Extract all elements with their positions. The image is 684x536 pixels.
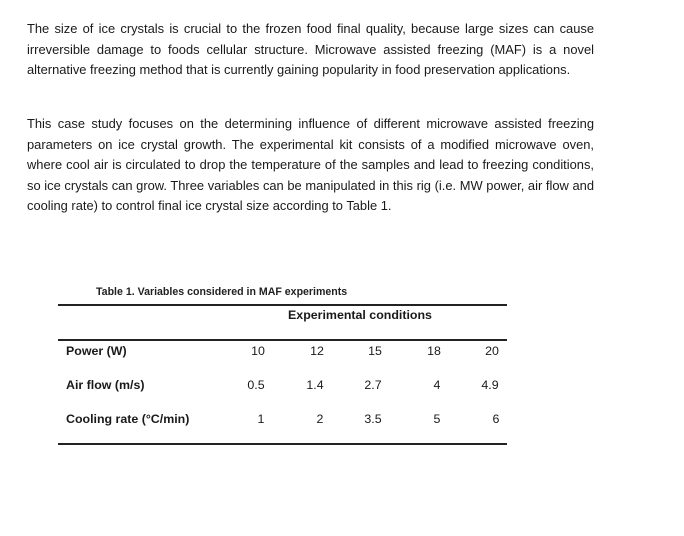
intro-paragraph: The size of ice crystals is crucial to the frozen food final quality, because large sizes can cause irreversible damage to foods cellular structure. Microwave assisted freezing (MAF) is a novel alternative freezing method that is currently gaining popularity in food preservation applications. <box>27 21 594 78</box>
table-cell: 1 <box>257 412 265 426</box>
table-cell: 2 <box>316 412 324 426</box>
table-cell: 10 <box>251 344 265 358</box>
table-header-rule <box>58 339 507 341</box>
row-label-power: Power (W) <box>66 344 127 358</box>
row-label-cooling-rate: Cooling rate (°C/min) <box>66 412 190 426</box>
table-cell: 3.5 <box>364 412 382 426</box>
table-caption: Table 1. Variables considered in MAF experiments <box>96 286 348 298</box>
table-cell: 1.4 <box>306 378 324 392</box>
table-top-rule <box>58 304 507 306</box>
table-cell: 6 <box>492 412 500 426</box>
table-cell: 18 <box>427 344 441 358</box>
table-cell: 2.7 <box>364 378 382 392</box>
table-cell: 20 <box>485 344 499 358</box>
table-cell: 0.5 <box>247 378 265 392</box>
table-cell: 4 <box>433 378 441 392</box>
table-group-header: Experimental conditions <box>288 308 432 322</box>
table-cell: 12 <box>310 344 324 358</box>
row-label-air-flow: Air flow (m/s) <box>66 378 145 392</box>
table-bottom-rule <box>58 443 507 445</box>
table-cell: 5 <box>433 412 441 426</box>
case-study-paragraph: This case study focuses on the determining influence of different microwave assisted freezing parameters on ice crystal growth. The experimental kit consists of a modified microwave oven, where cool air is circulated to drop the temperature of the samples and lead to freezing conditions, so ice crystals can grow. Three variables can be manipulated in this rig (i.e. MW power, air flow and cooling rate) to control final ice crystal size according to Table 1. <box>27 116 594 214</box>
table-cell: 4.9 <box>481 378 499 392</box>
table-cell: 15 <box>368 344 382 358</box>
